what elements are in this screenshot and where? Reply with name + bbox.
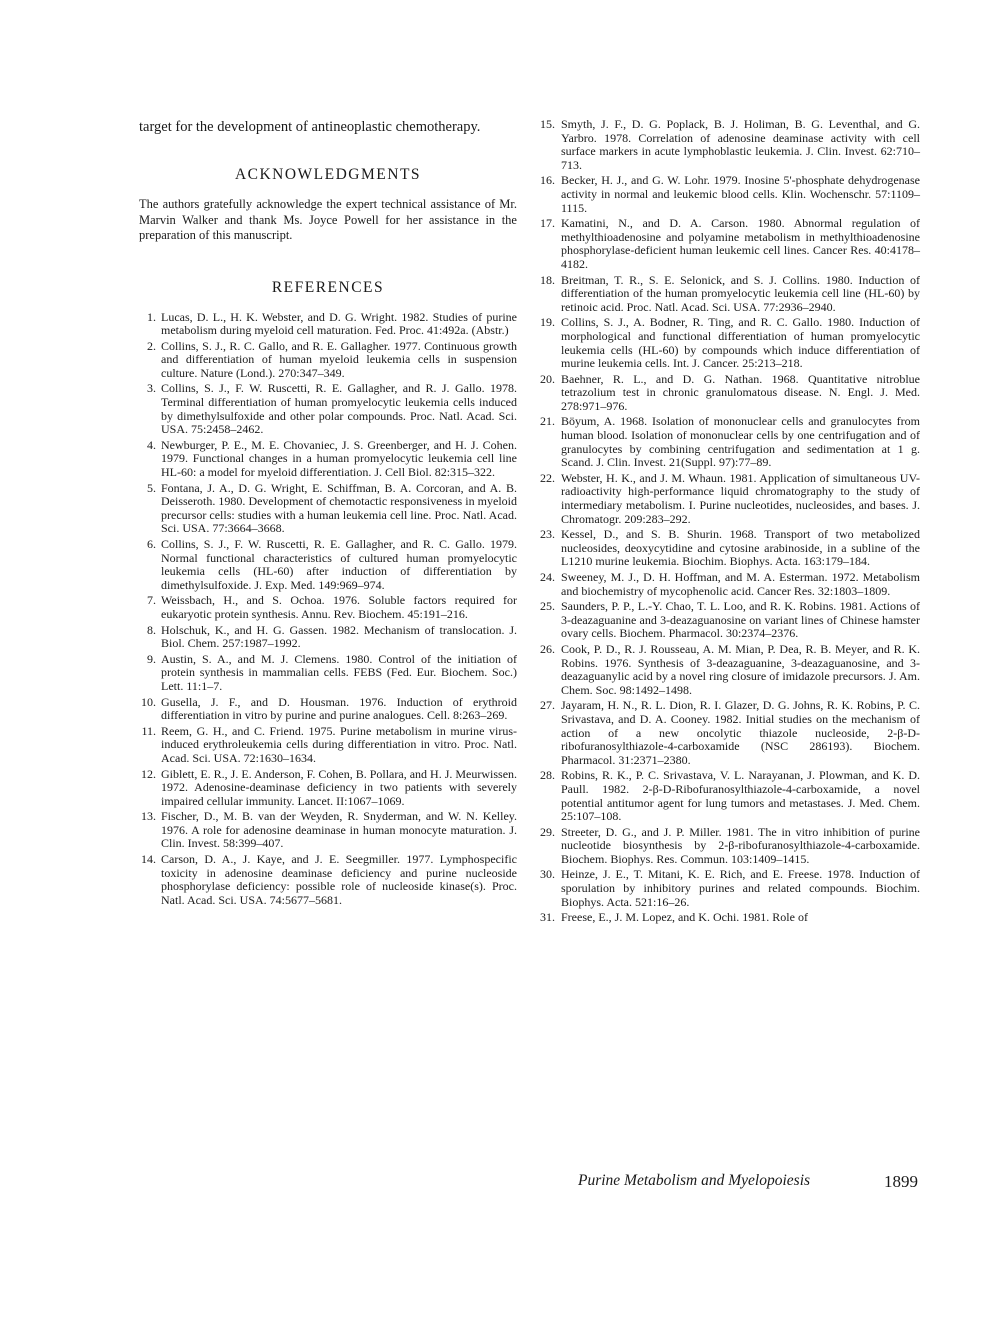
reference-text: Jayaram, H. N., R. L. Dion, R. I. Glazer, D. G. Johns, R. K. Robins, P. C. Srivastava, and D. A. Cooney. 1982. Initial studies on the mechanism of action of a new oncolytic thiazole nucleoside, 2-β-D-ribofuranosylthiazole-4-carboxamide (NSC 286193). Biochem. Pharmacol. 31:2371–2380. — [561, 698, 920, 767]
reference-item — [139, 340, 517, 381]
reference-number: 6. — [147, 537, 156, 551]
page-footer — [578, 1172, 918, 1190]
reference-text: Collins, S. J., F. W. Ruscetti, R. E. Gallagher, and R. C. Gallo. 1979. Normal functional characteristics of cultured human promyelocytic leukemia cells (HL-60) after induction of differentiation by dimethylsulfoxide. J. Exp. Med. 149:969–974. — [161, 537, 517, 592]
intro-text: target for the development of antineoplastic chemotherapy. — [139, 119, 481, 135]
reference-item — [536, 373, 920, 414]
reference-text: Gusella, J. F., and D. Housman. 1976. Induction of erythroid differentiation in vitro by purine and purine analogues. Cell. 8:263–269. — [161, 694, 517, 723]
reference-item — [536, 118, 920, 172]
reference-item — [536, 769, 920, 823]
reference-text: Reem, G. H., and C. Friend. 1975. Purine metabolism in murine virus-induced erythroleukemia cells during differentiation in vitro. Proc. Natl. Acad. Sci. USA. 72:1630–1634. — [161, 723, 517, 765]
reference-text: Collins, S. J., R. C. Gallo, and R. E. Gallagher. 1977. Continuous growth and differentiation of human myeloid leukemia cells in suspension culture. Nature (Lond.). 270:347–349. — [161, 338, 517, 380]
reference-item — [139, 538, 517, 592]
reference-list-left — [139, 311, 517, 908]
reference-number: 12. — [141, 766, 156, 781]
reference-number: 10. — [141, 694, 156, 709]
reference-item — [536, 571, 920, 598]
reference-text: Becker, H. J., and G. W. Lohr. 1979. Inosine 5'-phosphate dehydrogenase activity in normal and leukemic blood cells. Klin. Wochenschr. 57:1109–1115. — [561, 173, 920, 215]
reference-number: 29. — [540, 824, 555, 839]
reference-text: Holschuk, K., and H. G. Gassen. 1982. Mechanism of translocation. J. Biol. Chem. 257:1987–1992. — [161, 622, 517, 651]
page-number: 1899 — [884, 1172, 918, 1191]
reference-item — [536, 826, 920, 867]
reference-number: 27. — [540, 698, 555, 713]
reference-number: 22. — [540, 470, 555, 485]
reference-text: Fontana, J. A., D. G. Wright, E. Schiffman, B. A. Corcoran, and A. B. Deisseroth. 1980. Development of chemotactic responsiveness in myeloid precursor cells: studies with a human leukemia cell line. Proc. Natl. Acad. Sci. USA. 77:3664–3668. — [161, 480, 517, 536]
reference-item — [536, 316, 920, 370]
reference-number: 30. — [540, 867, 555, 882]
reference-number: 9. — [147, 651, 156, 666]
reference-text: Kessel, D., and S. B. Shurin. 1968. Transport of two metabolized nucleosides, deoxycytidine and cytosine arabinoside, in a subline of the L1210 murine leukemia. Biochim. Biophys. Acta. 163:179–184. — [561, 527, 920, 569]
reference-item — [139, 594, 517, 621]
reference-number: 3. — [147, 381, 156, 396]
reference-item — [536, 274, 920, 315]
reference-text: Lucas, D. L., H. K. Webster, and D. G. Wright. 1982. Studies of purine metabolism during myeloid cell maturation. Fed. Proc. 41:492a. (Abstr.) — [161, 309, 517, 338]
reference-number: 23. — [540, 527, 555, 542]
reference-item — [139, 653, 517, 694]
reference-item — [139, 810, 517, 851]
reference-item — [536, 600, 920, 641]
reference-number: 1. — [147, 309, 156, 324]
reference-item — [536, 217, 920, 271]
reference-number: 16. — [540, 173, 555, 188]
reference-number: 18. — [540, 272, 555, 287]
reference-number: 4. — [147, 437, 156, 452]
reference-number: 24. — [540, 570, 555, 584]
reference-text: Streeter, D. G., and J. P. Miller. 1981. The in vitro inhibition of purine nucleotide biosynthesis by 2-β-ribofuranosylthiazole-4-carboxamide. Biochem. Biophys. Res. Commun. 103:1409–1415. — [561, 824, 920, 866]
reference-text: Austin, S. A., and M. J. Clemens. 1980. Control of the initiation of protein synthesis in mammalian cells. FEBS (Fed. Eur. Biochem. Soc.) Lett. 11:1–7. — [161, 651, 517, 693]
reference-text: Robins, R. K., P. C. Srivastava, V. L. Narayanan, J. Plowman, and K. D. Paull. 1982. 2-β-D-Ribofuranosylthiazole-4-carboxamide, a novel potential antitumor agent for lung tumors and metastases. J. Med. Chem. 25:107–108. — [561, 768, 920, 824]
reference-number: 7. — [147, 593, 156, 608]
reference-text: Giblett, E. R., J. E. Anderson, F. Cohen, B. Pollara, and H. J. Meurwissen. 1972. Adenosine-deaminase deficiency in two patients with severely impaired cellular immunity. Lancet. II:1067–1069. — [161, 766, 518, 808]
reference-item — [536, 472, 920, 526]
reference-item — [536, 528, 920, 569]
reference-number: 14. — [141, 852, 156, 867]
reference-text: Cook, P. D., R. J. Rousseau, A. M. Mian, P. Dea, R. B. Meyer, and R. K. Robins. 1976. Synthesis of 3-deazaguanine, 3-deazaguanosine, and 3-deazaguanylic acid by a novel ring closure of imidazole precursors. J. Am. Chem. Soc. 98:1492–1498. — [561, 641, 920, 697]
reference-text: Böyum, A. 1968. Isolation of mononuclear cells and granulocytes from human blood. Isolation of mononuclear cells by one centrifugation and of granulocytes by combining centrifugation and sedimentation at 1 g. Scand. J. Clin. Invest. 21(Suppl. 97):77–89. — [561, 414, 920, 470]
reference-number: 26. — [540, 641, 555, 656]
reference-item — [536, 415, 920, 469]
reference-number: 19. — [540, 315, 555, 330]
reference-number: 31. — [540, 910, 555, 925]
reference-number: 8. — [147, 622, 156, 637]
reference-item — [536, 868, 920, 909]
reference-text: Collins, S. J., A. Bodner, R. Ting, and R. C. Gallo. 1980. Induction of morphological and functional differentiation of human promyelocytic leukemia cells (HL-60) by compounds which induce differentiation of murine leukemia cells. Int. J. Cancer. 25:213–218. — [561, 315, 920, 371]
reference-list-right — [536, 118, 920, 925]
reference-item — [139, 624, 517, 651]
left-column — [139, 118, 517, 909]
reference-number: 13. — [141, 809, 156, 824]
reference-text: Breitman, T. R., S. E. Selonick, and S. J. Collins. 1980. Induction of differentiation of the human promyelocytic leukemia cell line (HL-60) by retinoic acid. Proc. Natl. Acad. Sci. USA. 77:2936–2940. — [561, 272, 920, 314]
acknowledgments-text: The authors gratefully acknowledge the expert technical assistance of Mr. Marvin Walker and thank Ms. Joyce Powell for her assistance in the preparation of this manuscript. — [139, 197, 517, 242]
reference-number: 17. — [540, 216, 555, 231]
reference-item — [139, 311, 517, 338]
reference-text: Freese, E., J. M. Lopez, and K. Ochi. 1981. Role of — [561, 910, 808, 925]
reference-item — [536, 174, 920, 215]
reference-text: Baehner, R. L., and D. G. Nathan. 1968. Quantitative nitroblue tetrazolium test in chronic granulomatous disease. N. Engl. J. Med. 278:971–976. — [561, 371, 920, 413]
right-column — [536, 118, 920, 927]
reference-text: Webster, H. K., and J. M. Whaun. 1981. Application of simultaneous UV-radioactivity high-performance liquid chromatography to the study of intermediary metabolism. I. Purine nucleotides, nucleosides, and bases. J. Chromatogr. 209:283–292. — [561, 470, 920, 526]
reference-number: 2. — [147, 338, 156, 353]
reference-text: Weissbach, H., and S. Ochoa. 1976. Soluble factors required for eukaryotic protein synthesis. Annu. Rev. Biochem. 45:191–216. — [161, 593, 517, 621]
reference-item — [139, 853, 517, 907]
reference-item — [139, 696, 517, 723]
reference-text: Collins, S. J., F. W. Ruscetti, R. E. Gallagher, and R. J. Gallo. 1978. Terminal differentiation of human promyelocytic leukemia cells induced by dimethylsulfoxide and other polar compounds. Proc. Natl. Acad. Sci. USA. 75:2458–2462. — [161, 381, 517, 437]
acknowledgments-heading: ACKNOWLEDGMENTS — [234, 166, 422, 183]
reference-item — [536, 911, 920, 925]
reference-number: 21. — [540, 414, 555, 429]
reference-text: Sweeney, M. J., D. H. Hoffman, and M. A. Esterman. 1972. Metabolism and biochemistry of mycophenolic acid. Cancer Res. 32:1803–1809. — [561, 570, 920, 598]
reference-item — [139, 482, 517, 536]
reference-text: Fischer, D., M. B. van der Weyden, R. Snyderman, and W. N. Kelley. 1976. A role for adenosine deaminase in human monocyte maturation. J. Clin. Invest. 58:399–407. — [161, 809, 517, 851]
reference-number: 20. — [540, 371, 555, 386]
reference-number: 28. — [540, 768, 555, 783]
reference-item — [536, 699, 920, 767]
references-heading: REFERENCES — [271, 278, 385, 296]
reference-item — [536, 643, 920, 697]
reference-text: Newburger, P. E., M. E. Chovaniec, J. S. Greenberger, and H. J. Cohen. 1979. Functional changes in a human promyelocytic leukemia cell line HL-60: a model for myeloid differentiation. J. Cell Biol. 82:315–322. — [161, 437, 517, 480]
reference-number: 25. — [540, 599, 555, 614]
reference-text: Saunders, P. P., L.-Y. Chao, T. L. Loo, and R. K. Robins. 1981. Actions of 3-deazaguanine and 3-deazaguanosine on variant lines of Chinese hamster ovary cells. Biochem. Pharmacol. 30:2374–2376. — [561, 599, 920, 641]
reference-text: Smyth, J. F., D. G. Poplack, B. J. Holiman, B. G. Leventhal, and G. Yarbro. 1978. Correlation of adenosine deaminase activity with cell surface markers in acute lymphoblastic leukemia. J. Clin. Invest. 62:710–713. — [561, 117, 920, 172]
reference-text: Kamatini, N., and D. A. Carson. 1980. Abnormal regulation of methylthioadenosine and polyamine metabolism in methylthioadenosine phosphorylase-deficient human leukemic cell lines. Cancer Res. 40:4178–4182. — [561, 216, 920, 271]
reference-item — [139, 382, 517, 436]
reference-item — [139, 768, 517, 809]
reference-number: 11. — [141, 723, 156, 738]
reference-number: 5. — [147, 480, 156, 495]
reference-item — [139, 725, 517, 766]
running-title: Purine Metabolism and Myelopoiesis — [578, 1172, 811, 1189]
reference-item — [139, 439, 517, 480]
reference-text: Heinze, J. E., T. Mitani, K. E. Rich, and E. Freese. 1978. Induction of sporulation by inhibitory purines and related compounds. Biochim. Biophys. Acta. 521:16–26. — [561, 867, 920, 909]
reference-text: Carson, D. A., J. Kaye, and J. E. Seegmiller. 1977. Lymphospecific toxicity in adenosine deaminase deficiency and purine nucleoside phosphorylase deficiency: possible role of nucleoside kinase(s). Proc. Natl. Acad. Sci. USA. 74:5677–5681. — [161, 852, 517, 907]
reference-number: 15. — [540, 117, 555, 131]
